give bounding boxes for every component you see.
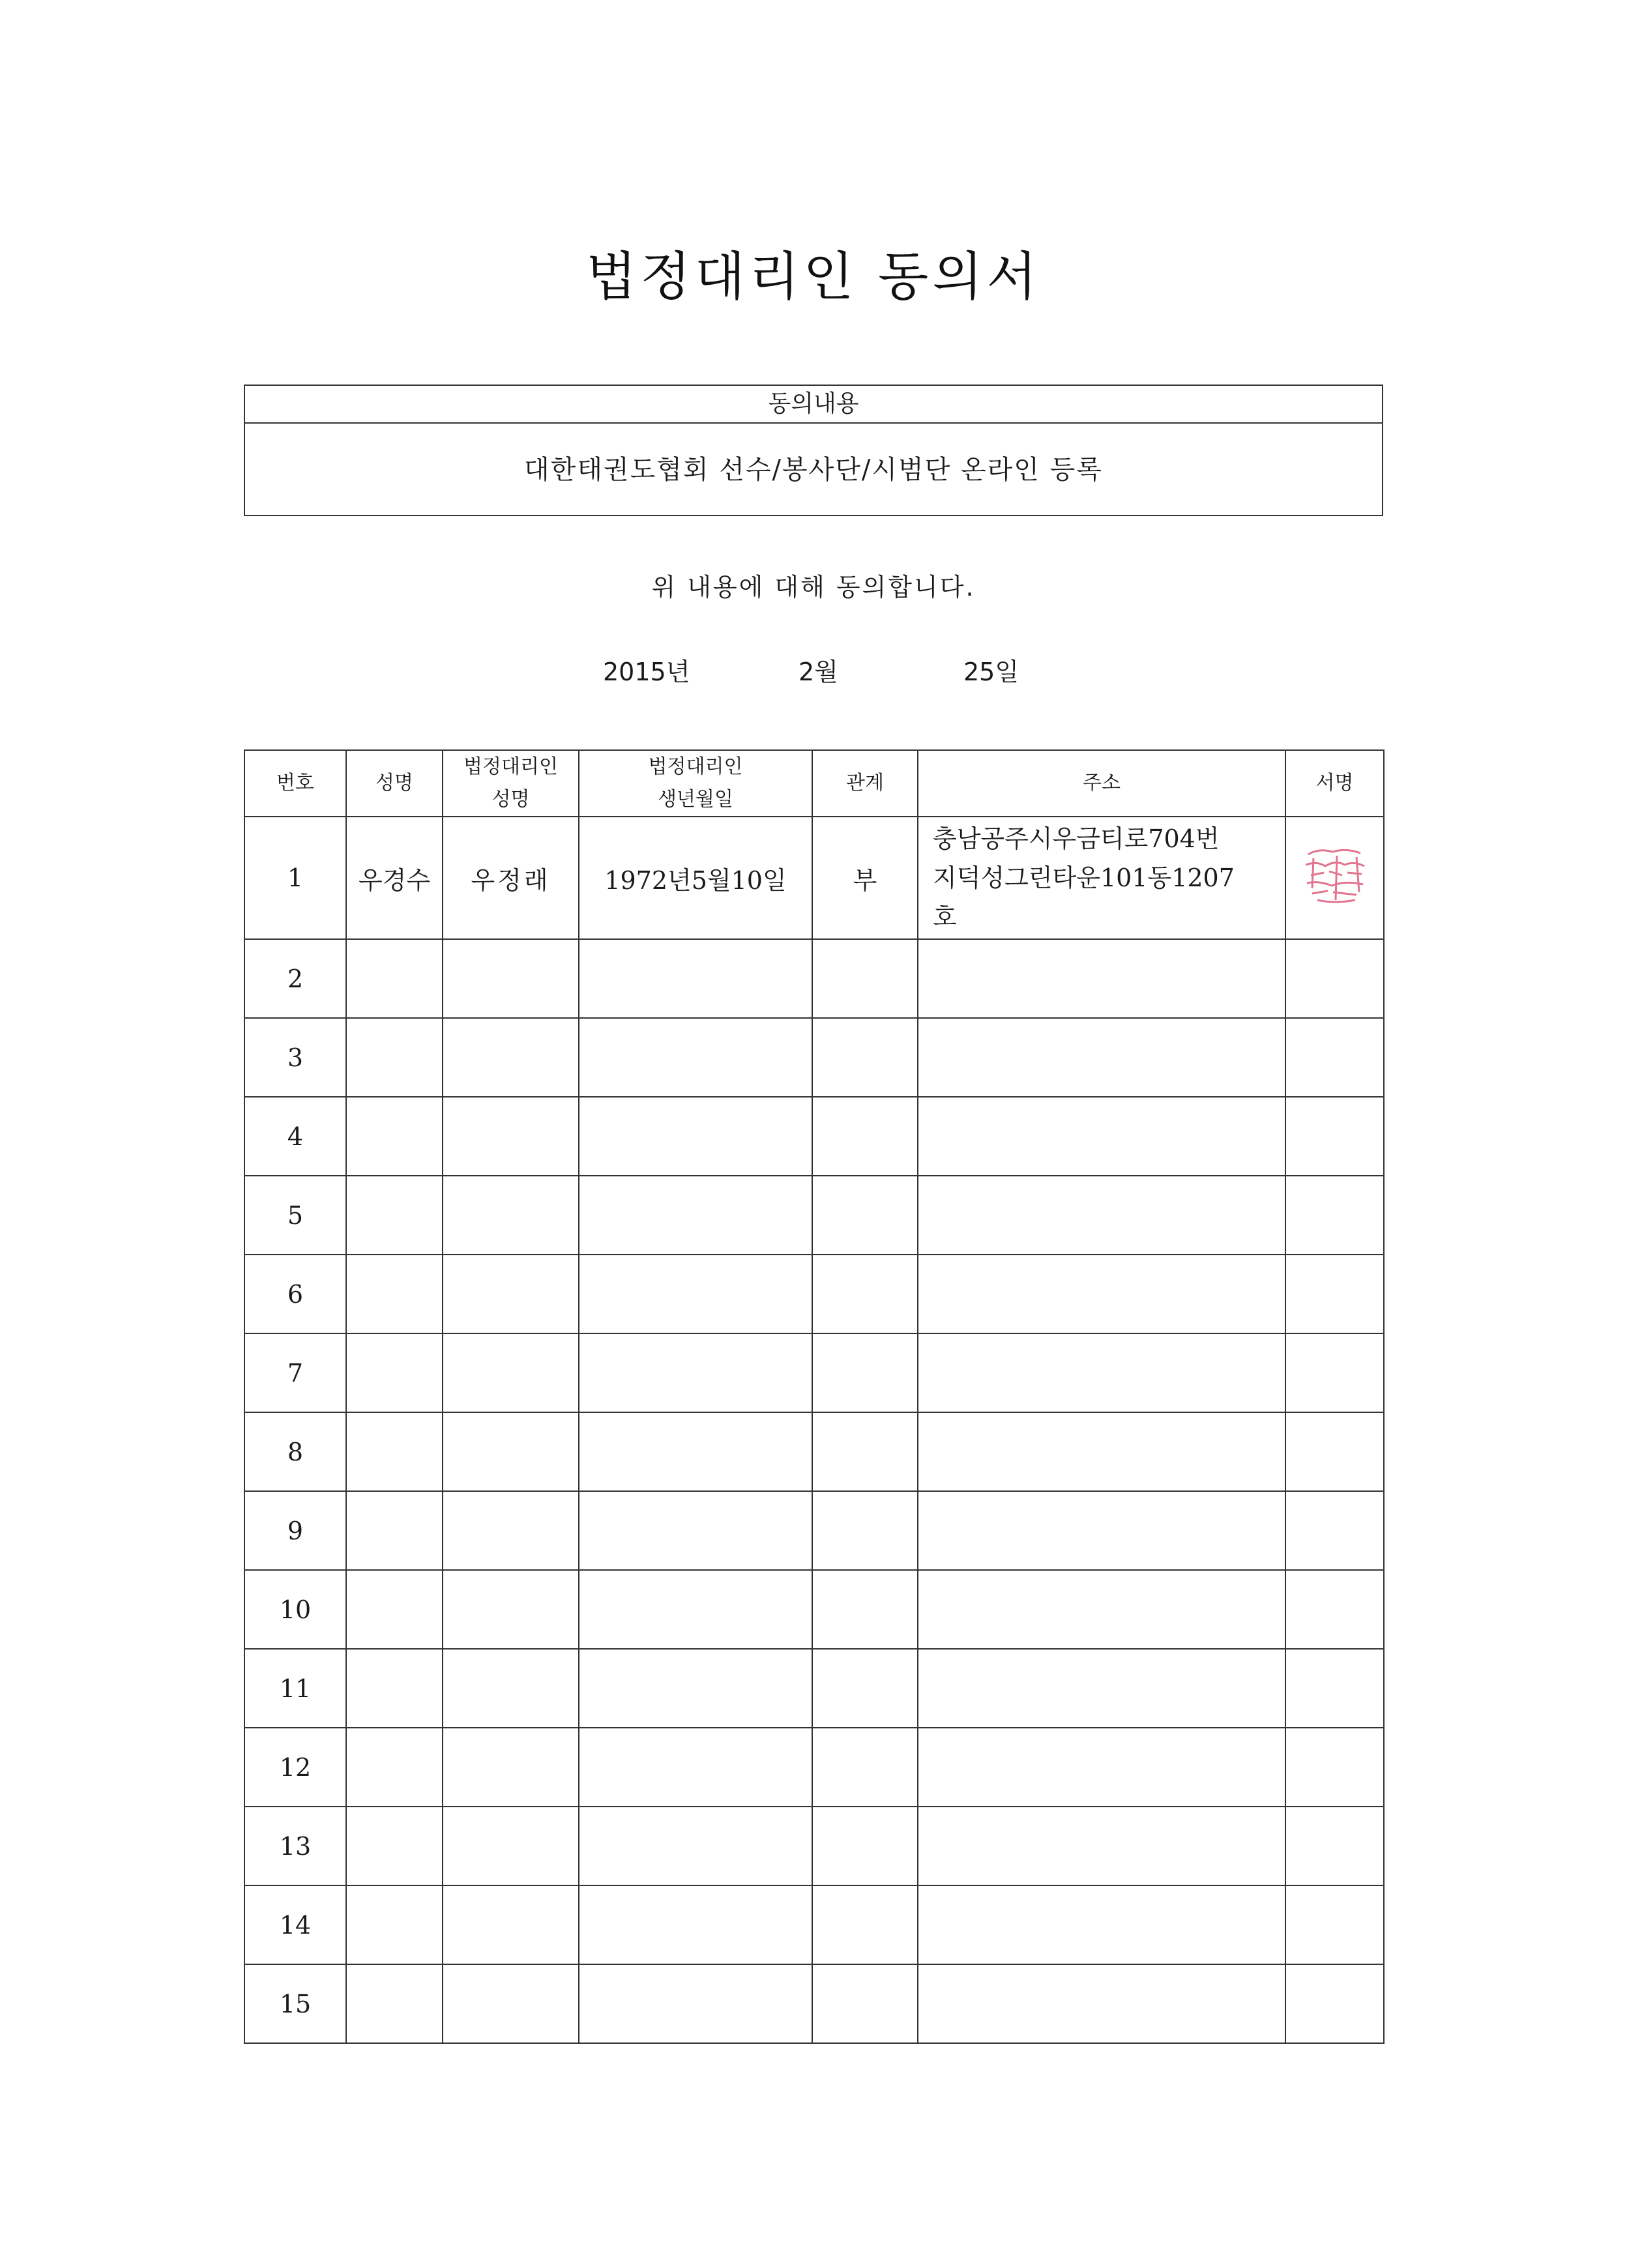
consent-content: 대한태권도협회 선수/봉사단/시범단 온라인 등록 [524,455,1103,485]
cell-number: 11 [244,1649,346,1728]
cell-number: 12 [244,1728,346,1807]
date-year: 2015년 [603,658,690,686]
cell-rep-name: 우정래 [443,817,579,939]
agreement-text: 위 내용에 대해 동의합니다. [651,573,976,602]
consent-header: 동의내용 [245,386,1382,424]
cell-rep-birth: 1972년5월10일 [579,817,812,939]
header-rep-name-line2: 성명 [491,788,530,811]
header-rep-name-line1: 법정대리인 [463,755,558,778]
date-day: 25일 [963,658,1019,686]
table-row [244,1018,1384,1097]
cell-name: 우경수 [346,817,443,939]
cell-number: 9 [244,1491,346,1570]
address-line1: 충남공주시우금티로704번 [933,824,1220,853]
cell-number: 14 [244,1885,346,1964]
table-row [244,1807,1384,1885]
roster-table [244,749,1385,2044]
table-header-row [244,750,1384,817]
header-address: 주소 [918,750,1285,817]
cell-number: 3 [244,1018,346,1097]
table-row [244,1097,1384,1176]
consent-box [244,385,1383,516]
table-row [244,1491,1384,1570]
header-rep-birth-line1: 법정대리인 [648,755,743,778]
table-row [244,1333,1384,1412]
cell-number: 5 [244,1176,346,1255]
table-row [244,1964,1384,2043]
cell-number: 8 [244,1412,346,1491]
cell-number: 7 [244,1333,346,1412]
cell-number: 13 [244,1807,346,1885]
header-rep-name [443,750,579,817]
stamp-seal-icon [1299,843,1371,908]
table-row [244,1412,1384,1491]
address-line3: 호 [933,903,957,931]
table-row [244,1570,1384,1649]
table-row [244,939,1384,1018]
address-line2: 지덕성그린타운101동1207 [933,864,1235,892]
cell-signature [1285,817,1384,939]
cell-relation: 부 [812,817,918,939]
cell-number: 4 [244,1097,346,1176]
document-title: 법정대리인 동의서 [586,246,1041,307]
header-relation: 관계 [812,750,918,817]
header-number: 번호 [244,750,346,817]
header-name: 성명 [346,750,443,817]
table-row [244,1255,1384,1333]
header-rep-birth-line2: 생년월일 [658,788,733,811]
table-row [244,1176,1384,1255]
header-rep-birth [579,750,812,817]
cell-address [918,817,1285,939]
cell-number: 1 [244,817,346,939]
table-row [244,1885,1384,1964]
table-row [244,1649,1384,1728]
header-signature: 서명 [1285,750,1384,817]
cell-number: 15 [244,1964,346,2043]
cell-number: 2 [244,939,346,1018]
table-row [244,817,1384,939]
cell-number: 10 [244,1570,346,1649]
date-month: 2월 [799,658,838,686]
cell-number: 6 [244,1255,346,1333]
table-row [244,1728,1384,1807]
